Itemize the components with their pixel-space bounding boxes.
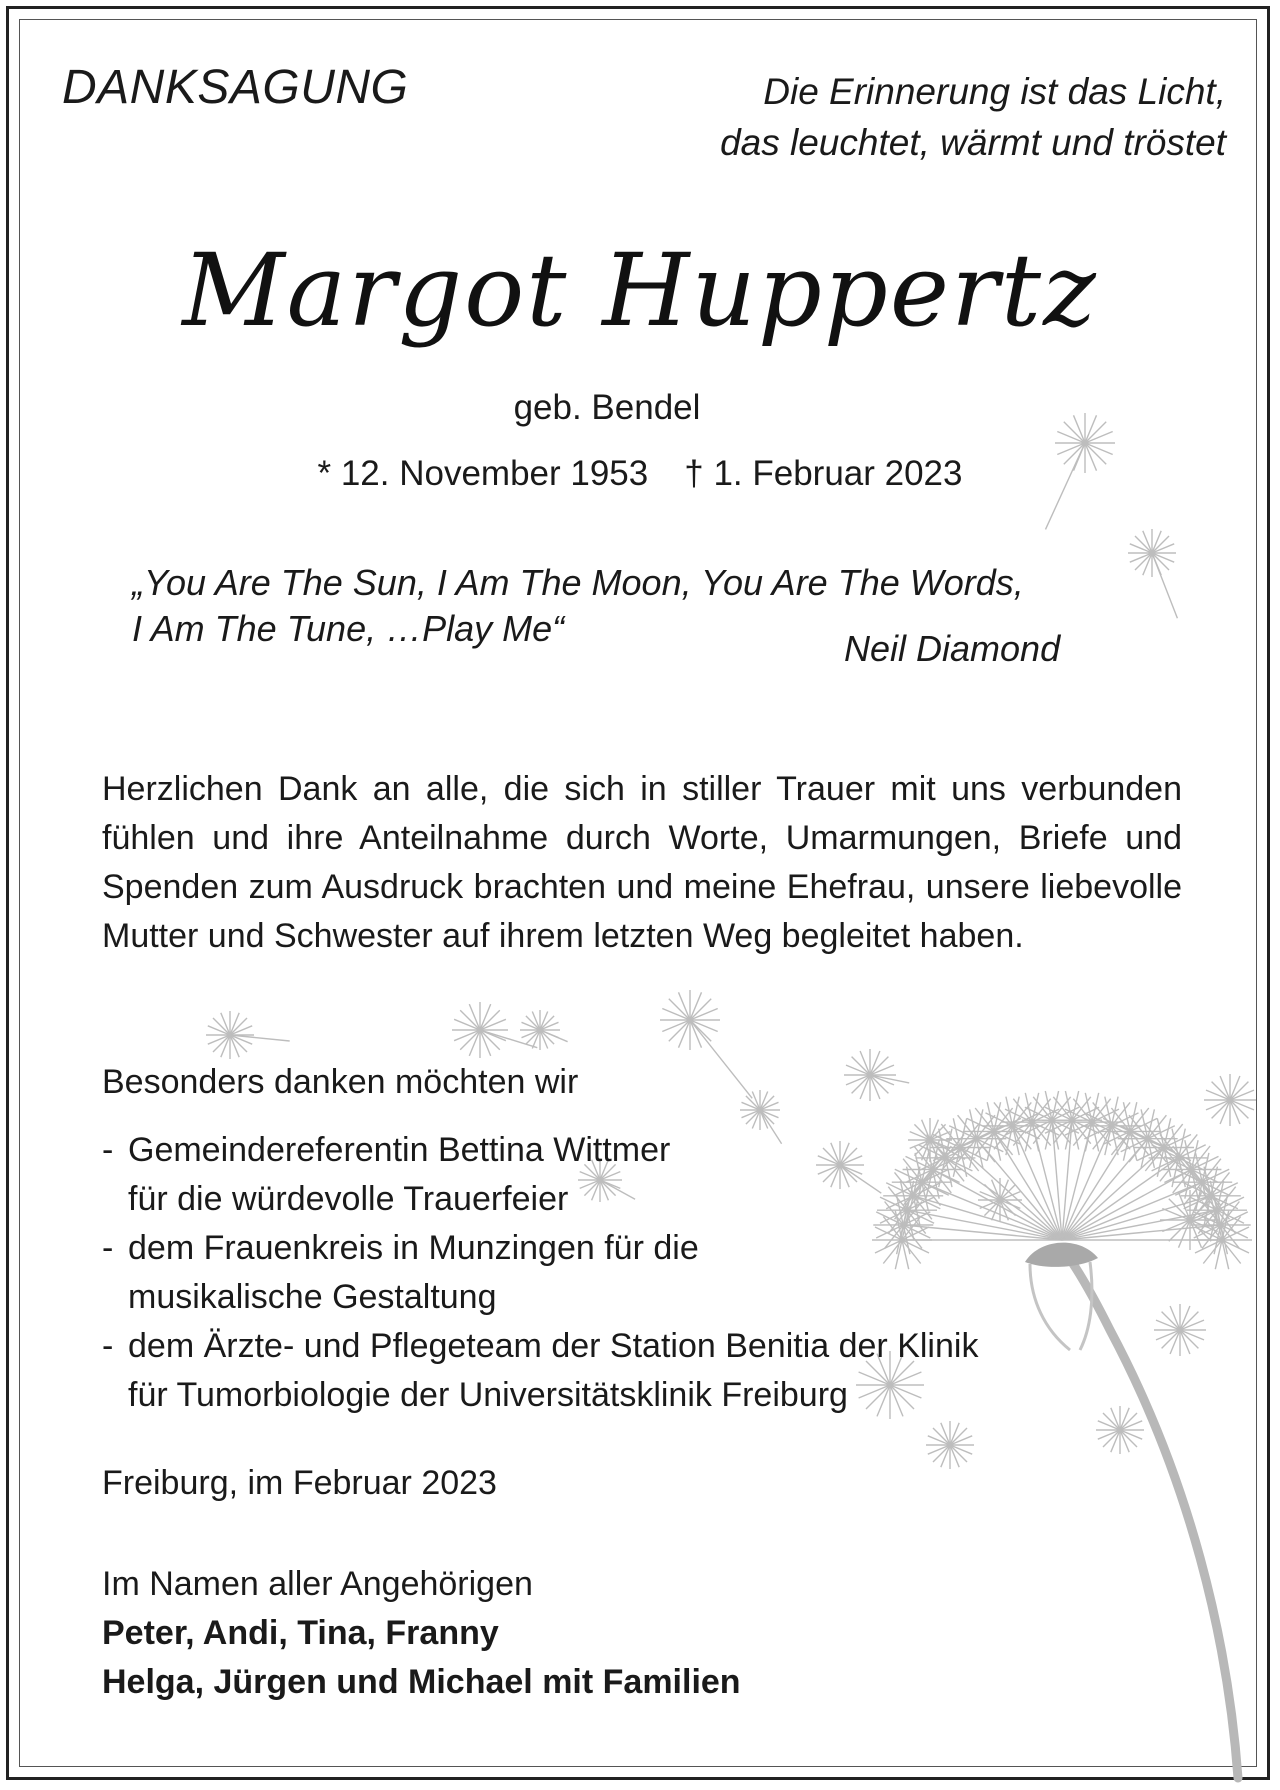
deceased-name: Margot Huppertz <box>182 232 1098 349</box>
motto-line: Die Erinnerung ist das Licht, <box>763 71 1226 112</box>
special-thanks-list <box>102 1126 978 1420</box>
list-item <box>102 1224 978 1322</box>
heading: DANKSAGUNG <box>62 61 409 114</box>
birth-date: * 12. November 1953 <box>317 454 649 493</box>
list-item-line: Gemeindereferentin Bettina Wittmer <box>128 1131 671 1169</box>
special-thanks-intro: Besonders danken möchten wir <box>102 1063 579 1101</box>
place-date: Freiburg, im Februar 2023 <box>102 1464 497 1502</box>
motto-line: das leuchtet, wärmt und tröstet <box>720 122 1226 163</box>
list-dash: - <box>102 1229 114 1267</box>
list-dash: - <box>102 1327 114 1365</box>
death-date: † 1. Februar 2023 <box>684 454 963 493</box>
quote-line: I Am The Tune, …Play Me“ <box>132 608 565 649</box>
signoff-names: Peter, Andi, Tina, Franny <box>102 1614 499 1652</box>
list-item-line: für Tumorbiologie der Universitätsklinik Freiburg <box>128 1376 848 1414</box>
life-dates <box>0 454 1280 494</box>
list-item-line: dem Ärzte- und Pflegeteam der Station Benitia der Klinik <box>128 1327 979 1365</box>
list-item <box>102 1322 978 1420</box>
signoff-names: Helga, Jürgen und Michael mit Familien <box>102 1663 741 1701</box>
quote-author: Neil Diamond <box>844 628 1061 669</box>
list-item-line: dem Frauenkreis in Munzingen für die <box>128 1229 699 1267</box>
list-item-line: für die würdevolle Trauerfeier <box>128 1180 569 1218</box>
signoff-intro: Im Namen aller Angehörigen <box>102 1565 533 1603</box>
list-item-line: musikalische Gestaltung <box>128 1278 497 1316</box>
thanks-paragraph: Herzlichen Dank an alle, die sich in stiller Trauer mit uns verbunden fühlen und ihre Anteilnahme durch Worte, Umarmungen, Briefe und Spenden zum Ausdruck brachten und meine Ehefrau, unsere liebevolle Mutter und Schwester auf ihrem letzten Weg begleitet haben. <box>102 770 1182 955</box>
list-item <box>102 1126 978 1224</box>
signoff <box>102 1560 741 1707</box>
quote-line: „You Are The Sun, I Am The Moon, You Are The Words, <box>132 562 1024 603</box>
maiden-name: geb. Bendel <box>513 388 701 427</box>
list-dash: - <box>102 1131 114 1169</box>
motto <box>606 66 1226 168</box>
